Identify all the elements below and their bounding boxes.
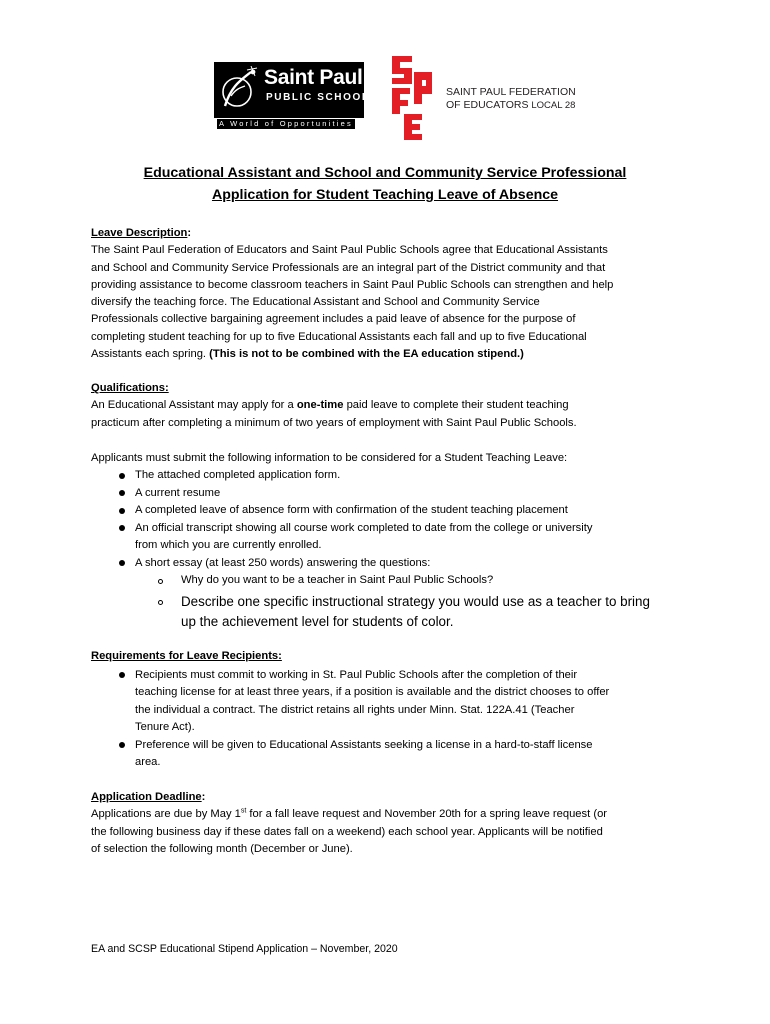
one-time-emphasis: one-time <box>296 399 344 412</box>
qualifications-heading: Qualifications: <box>91 382 169 394</box>
qualifications-section: Qualifications: An Educational Assistant may apply for a one-time paid leave to complete their student teaching practicum after completing a minimum of two years of employment with Saint Paul Public Schools. <box>91 380 691 432</box>
leave-description-line: providing assistance to become classroom teachers in Saint Paul Public Schools can strengthen and help <box>91 278 614 291</box>
bullet-icon <box>119 672 125 678</box>
spps-logo-tagline: A World of Opportunities <box>219 119 353 128</box>
requirement-item: Preference will be given to Educational Assistants seeking a license in a hard-to-staff license area. <box>135 739 593 769</box>
leave-description-line: Assistants each spring. <box>91 348 210 361</box>
qualifications-line: practicum after completing a minimum of two years of employment with Saint Paul Public Schools. <box>91 416 577 429</box>
essay-question-continued: up the achievement level for students of color. <box>181 614 454 629</box>
spps-logo-name: Saint Paul <box>264 66 363 89</box>
spfe-line2: OF EDUCATORS <box>446 99 529 111</box>
deadline-line: of selection the following month (December or June). <box>91 842 353 855</box>
bullet-icon <box>119 525 125 531</box>
spfe-local: LOCAL 28 <box>531 100 576 111</box>
sub-bullet-icon <box>158 600 163 605</box>
applicant-item: A current resume <box>135 487 221 499</box>
bullet-icon <box>119 473 125 479</box>
bullet-icon <box>119 560 125 566</box>
applicant-item: A completed leave of absence form with confirmation of the student teaching placement <box>135 504 568 516</box>
spfe-logo-text <box>446 86 576 112</box>
bullet-icon <box>119 742 125 748</box>
spps-emblem-icon <box>217 66 261 116</box>
requirements-heading: Requirements for Leave Recipients: <box>91 650 282 662</box>
spps-logo <box>214 62 378 130</box>
bullet-icon <box>119 508 125 514</box>
applicant-item: The attached completed application form. <box>135 469 341 481</box>
requirement-item: Recipients must commit to working in St. Paul Public Schools after the completion of their teaching license for at least three years, if a position is available and the district chooses to offer the individual a contract. The district retains all rights under Minn. Stat. 122A.41 (Teacher Tenure Act). <box>135 669 610 733</box>
spfe-logo-mark <box>386 52 438 142</box>
leave-description-line: diversify the teaching force. The Educational Assistant and School and Community Service <box>91 296 540 309</box>
leave-description-section: Leave Description: The Saint Paul Federation of Educators and Saint Paul Public Schools agree that Educational Assistants and School and Community Service Professionals are an integral part of the District community and that providing assistance to become classroom teachers in Saint Paul Public Schools can strengthen and help diversify the teaching force. The Educational Assistant and School and Community Service Professionals collective bargaining agreement includes a paid leave of absence for the purpose of completing student teaching for up to five Educational Assistants each fall and up to five Educational Assistants each spring. (This is not to be combined with the EA education stipend.) <box>91 225 691 363</box>
deadline-heading: Application Deadline <box>91 791 202 803</box>
bullet-icon <box>119 490 125 496</box>
leave-description-line: and School and Community Service Professionals are an integral part of the District community and that <box>91 261 606 274</box>
applicant-item-continued: from which you are currently enrolled. <box>135 539 322 551</box>
essay-question: Why do you want to be a teacher in Saint Paul Public Schools? <box>181 574 494 586</box>
deadline-line: the following business day if these dates fall on a weekend) each school year. Applicants will be notified <box>91 825 603 838</box>
page-footer: EA and SCSP Educational Stipend Application – November, 2020 <box>91 943 398 955</box>
applicant-item: An official transcript showing all course work completed to date from the college or university <box>135 522 593 534</box>
sub-bullet-icon <box>158 579 163 584</box>
leave-description-line: Professionals collective bargaining agreement includes a paid leave of absence for the purpose of <box>91 313 576 326</box>
essay-question: Describe one specific instructional strategy you would use as a teacher to bring <box>181 594 650 609</box>
leave-description-heading: Leave Description <box>91 227 188 239</box>
stipend-note: (This is not to be combined with the EA education stipend.) <box>209 348 524 361</box>
leave-description-line: completing student teaching for up to five Educational Assistants each fall and up to five Educational <box>91 330 587 343</box>
spps-logo-subtitle: PUBLIC SCHOOLS <box>266 92 378 103</box>
leave-description-line: The Saint Paul Federation of Educators and Saint Paul Public Schools agree that Educational Assistants <box>91 244 608 257</box>
spfe-line1: SAINT PAUL FEDERATION <box>446 86 576 98</box>
deadline-section: Application Deadline: Applications are due by May 1st for a fall leave request and November 20th for a spring leave request (or the following business day if these dates fall on a weekend) each school year. Applicants will be notified of selection the following month (December or June). <box>91 789 691 858</box>
applicants-intro: Applicants must submit the following information to be considered for a Student Teaching Leave: <box>91 452 568 464</box>
document-title-line2: Application for Student Teaching Leave of Absence <box>211 187 559 203</box>
applicant-item: A short essay (at least 250 words) answering the questions: <box>135 557 431 569</box>
document-title-line1: Educational Assistant and School and Community Service Professional <box>143 165 627 181</box>
